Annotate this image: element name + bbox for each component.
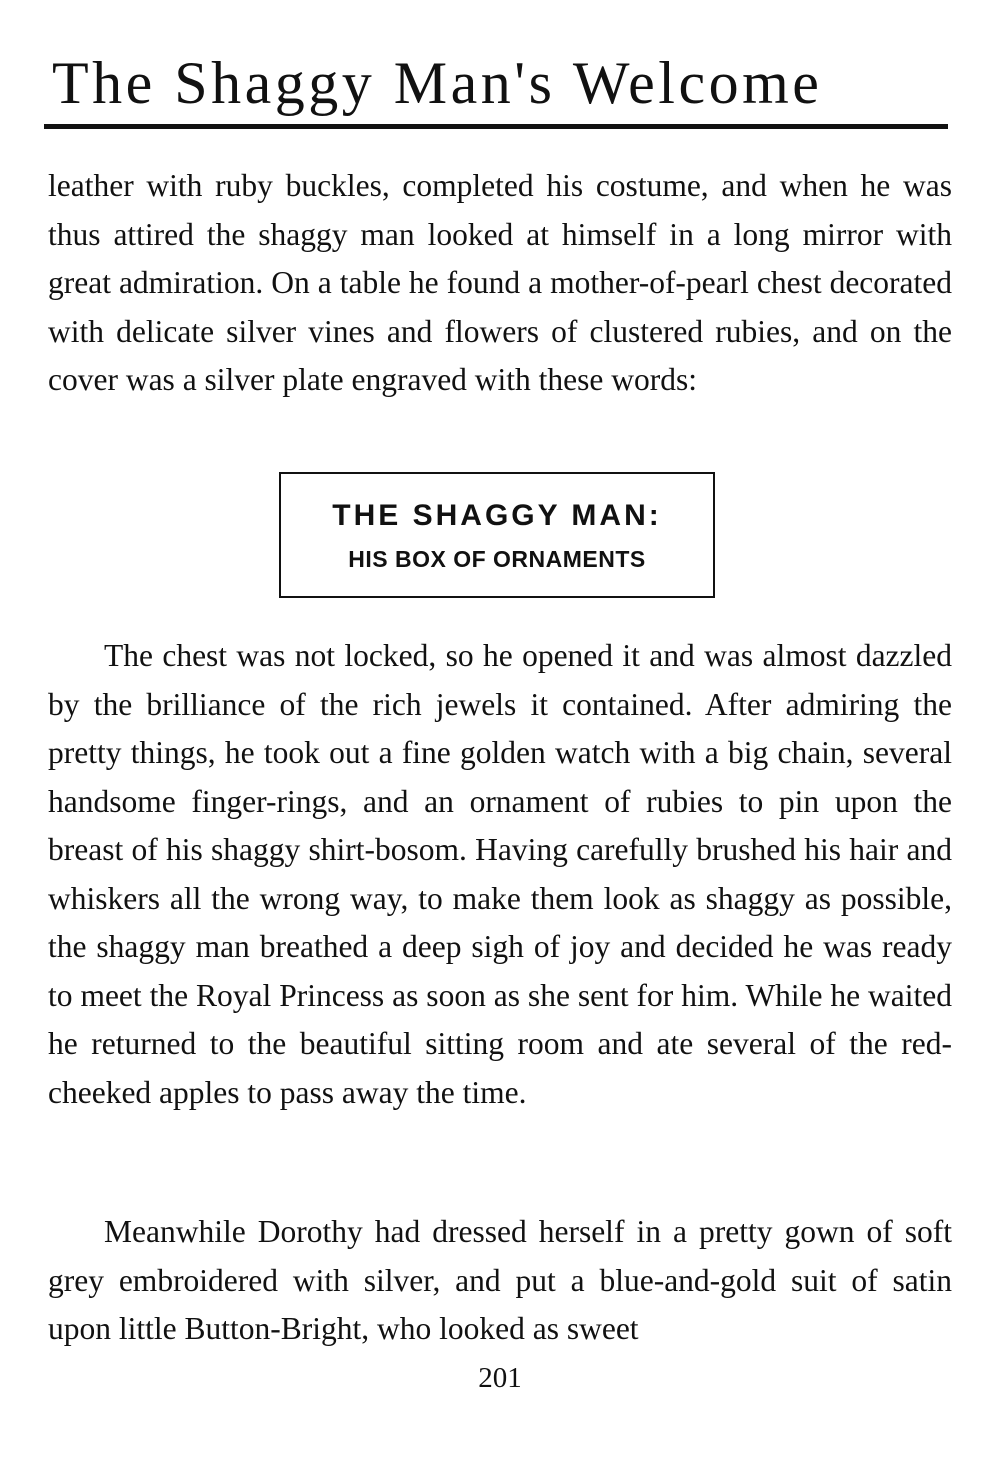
engraved-plate-box: [279, 472, 715, 598]
header-rule: [44, 124, 948, 129]
plate-title: THE SHAGGY MAN:: [332, 499, 662, 532]
paragraph-chest: The chest was not locked, so he opened it and was almost dazzled by the brilliance of the rich jewels it contained. After admiring the pretty things, he took out a fine golden watch with a big chain, several handsome finger-rings, and an ornament of rubies to pin upon the breast of his shaggy shirt-bosom. Having carefully brushed his hair and whiskers all the wrong way, to make them look as shaggy as possible, the shaggy man breathed a deep sigh of joy and decided he was ready to meet the Royal Princess as soon as she sent for him. While he waited he returned to the beautiful sitting room and ate several of the red-cheeked apples to pass away the time.: [48, 638, 952, 1110]
plate-subtitle: HIS BOX OF ORNAMENTS: [348, 546, 646, 572]
running-head: The Shaggy Man's Welcome: [52, 50, 823, 116]
page-number: 201: [478, 1362, 522, 1394]
paragraph-dorothy: Meanwhile Dorothy had dressed herself in a pretty gown of soft grey embroidered with silver, and put a blue-and-gold suit of satin upon little Button-Bright, who looked as sweet: [48, 1214, 952, 1346]
paragraph-continuation: leather with ruby buckles, completed his costume, and when he was thus attired the shaggy man looked at himself in a long mirror with great admiration. On a table he found a mother-of-pearl chest decorated with delicate silver vines and flowers of clustered rubies, and on the cover was a silver plate engraved with these words:: [48, 168, 952, 397]
